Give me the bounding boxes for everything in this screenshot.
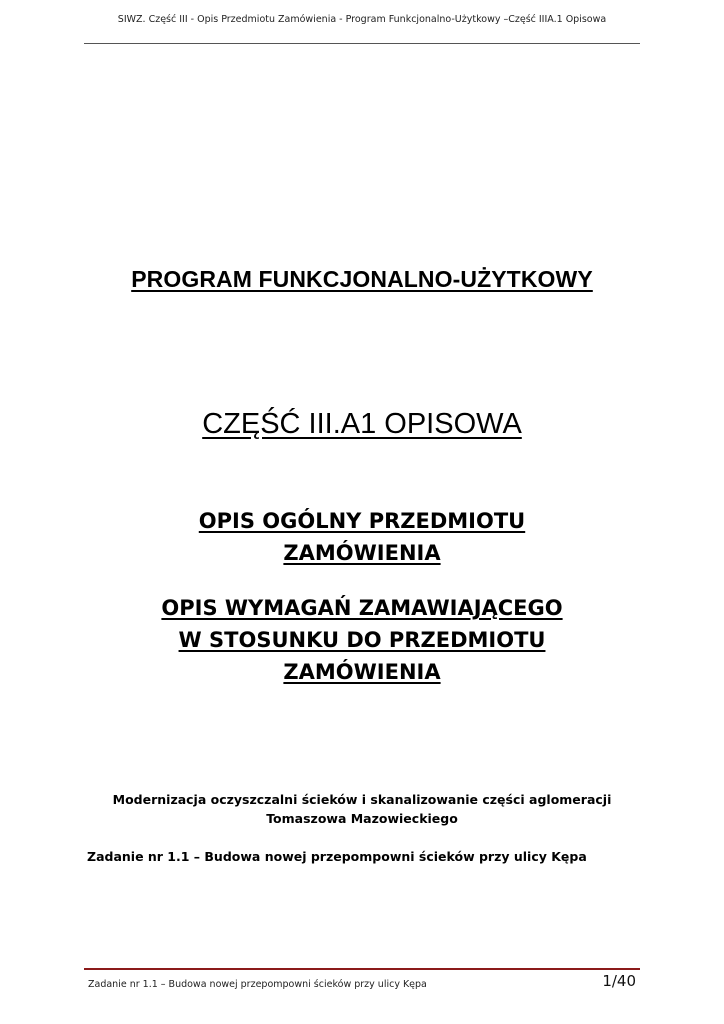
subtitle-2-line-1: OPIS WYMAGAŃ ZAMAWIAJĄCEGO	[161, 596, 563, 620]
header-divider	[84, 43, 640, 44]
project-name	[60, 790, 664, 828]
project-line-2: Tomaszowa Mazowieckiego	[266, 811, 458, 826]
subtitle-1-line-1: OPIS OGÓLNY PRZEDMIOTU	[198, 509, 526, 533]
subtitle-2-line-3: ZAMÓWIENIA	[283, 660, 441, 684]
footer-text: Zadanie nr 1.1 – Budowa nowej przepompowni ścieków przy ulicy Kępa	[88, 979, 427, 990]
main-title: PROGRAM FUNKCJONALNO-UŻYTKOWY	[131, 266, 593, 292]
page-number: 1/40	[602, 972, 636, 990]
part-title: CZĘŚĆ III.A1 OPISOWA	[202, 408, 522, 440]
page-header: SIWZ. Część III - Opis Przedmiotu Zamówienia - Program Funkcjonalno-Użytkowy –Część IIIA.1 Opisowa	[117, 14, 607, 25]
subtitle-requirements	[60, 592, 664, 688]
subtitle-1-line-2: ZAMÓWIENIA	[283, 541, 441, 565]
subtitle-2-line-2: W STOSUNKU DO PRZEDMIOTU	[178, 628, 546, 652]
subtitle-general-description	[60, 505, 664, 569]
footer-divider	[84, 968, 640, 970]
task-title: Zadanie nr 1.1 – Budowa nowej przepompowni ścieków przy ulicy Kępa	[87, 849, 587, 864]
project-line-1: Modernizacja oczyszczalni ścieków i skanalizowanie części aglomeracji	[112, 792, 612, 807]
